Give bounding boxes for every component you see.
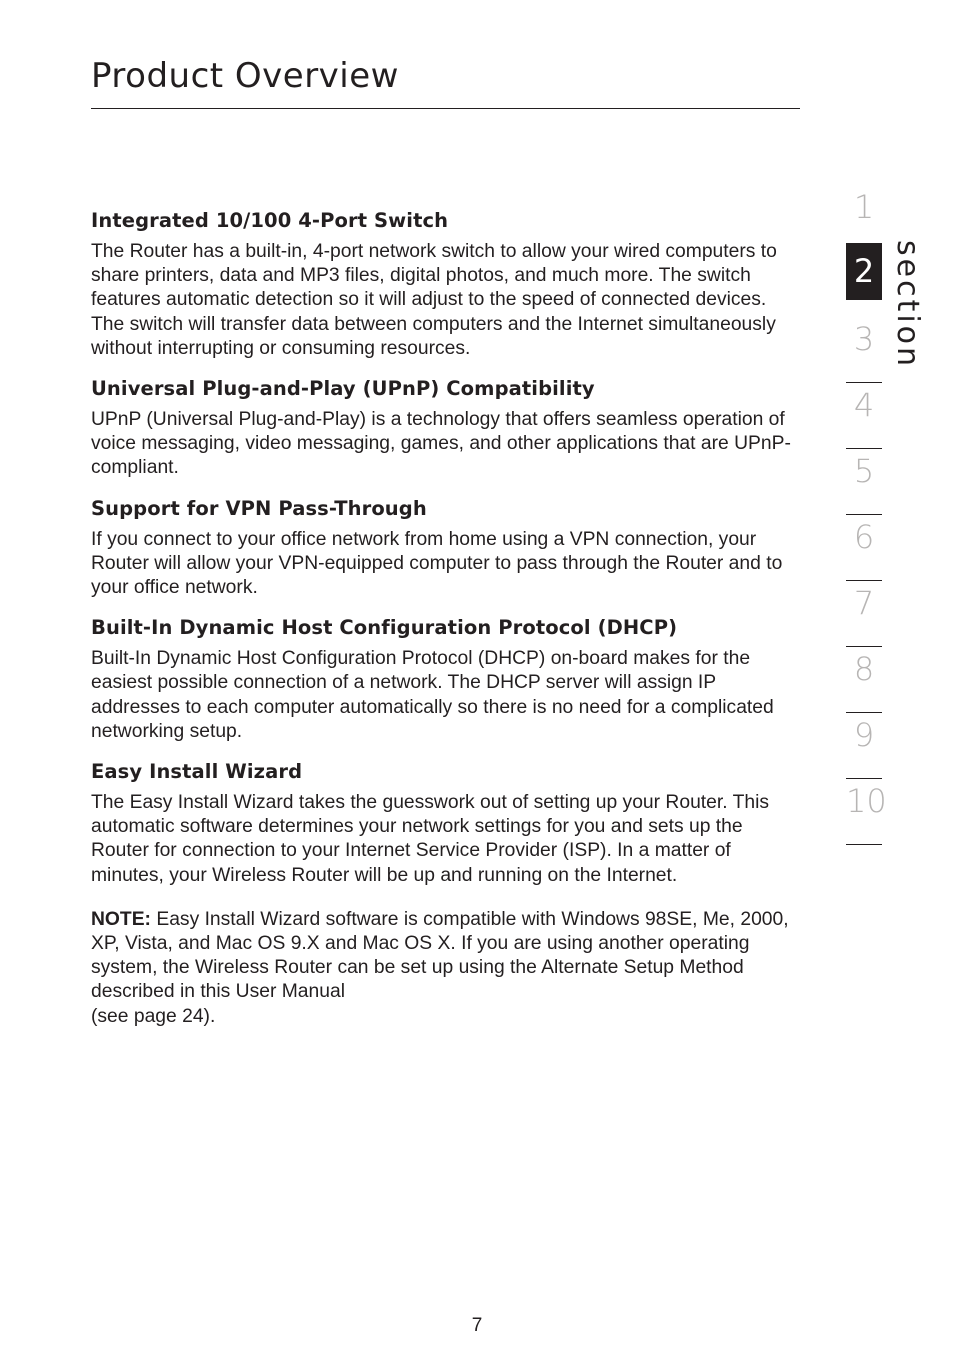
note-text: Easy Install Wizard software is compatible with Windows 98SE, Me, 2000, XP, Vista, and Mac OS 9.X and Mac OS X. If you are using another operating system, the Wireless Router can be set up using the Alternate Setup Method described in this User Manual bbox=[91, 908, 789, 1003]
feature-heading: Easy Install Wizard bbox=[91, 760, 303, 784]
feature-heading: Universal Plug-and-Play (UPnP) Compatibility bbox=[91, 377, 595, 401]
note-label: NOTE: bbox=[91, 908, 151, 930]
feature-heading: Built-In Dynamic Host Configuration Protocol (DHCP) bbox=[91, 616, 678, 640]
feature-dhcp bbox=[91, 614, 803, 744]
note-text-continued: (see page 24). bbox=[91, 1005, 216, 1027]
feature-body: UPnP (Universal Plug-and-Play) is a technology that offers seamless operation of voice messaging, video messaging, games, and other applications that are UPnP-compliant. bbox=[91, 409, 791, 479]
section-nav-active[interactable]: 2 bbox=[846, 243, 882, 300]
feature-body: The Easy Install Wizard takes the guesswork out of setting up your Router. This automatic software determines your network settings for you and sets up the Router for connection to your Internet Service Provider (ISP). In a matter of minutes, your Wireless Router will be up and running on the Internet. bbox=[91, 792, 770, 886]
feature-body: If you connect to your office network from home using a VPN connection, your Router will allow your VPN-equipped computer to pass through the Router and to your office network. bbox=[91, 528, 783, 599]
title-divider bbox=[91, 108, 800, 109]
feature-heading: Support for VPN Pass-Through bbox=[91, 496, 427, 520]
feature-heading: Integrated 10/100 4-Port Switch bbox=[91, 209, 449, 232]
section-nav-item-7[interactable]: 7 bbox=[846, 581, 882, 647]
section-nav-item-4[interactable]: 4 bbox=[846, 383, 882, 449]
feature-body: The Router has a built-in, 4-port network switch to allow your wired computers to share printers, data and MP3 files, digital photos, and much more. The switch features automatic detection so it will adjust to the speed of connected devices. The switch will transfer data between computers and the Internet simultaneously without interrupting or consuming resources. bbox=[91, 241, 777, 359]
feature-switch bbox=[91, 207, 803, 361]
main-content bbox=[91, 207, 803, 1029]
feature-body: Built-In Dynamic Host Configuration Protocol (DHCP) on-board makes for the easiest possible connection of a network. The DHCP server will assign IP addresses to each computer automatically so there is no need for a complicated networking setup. bbox=[91, 648, 774, 742]
section-nav-item-1[interactable]: 1 bbox=[853, 188, 875, 226]
section-nav-item-9[interactable]: 9 bbox=[846, 713, 882, 779]
feature-wizard bbox=[91, 758, 803, 888]
section-label: section bbox=[890, 240, 925, 370]
page-title: Product Overview bbox=[91, 56, 399, 96]
feature-vpn bbox=[91, 495, 803, 601]
section-nav-item-8[interactable]: 8 bbox=[846, 647, 882, 713]
section-nav-item-5[interactable]: 5 bbox=[846, 449, 882, 515]
page-number: 7 bbox=[471, 1315, 483, 1336]
section-nav-item-3[interactable]: 3 bbox=[846, 317, 882, 383]
note-paragraph bbox=[91, 908, 803, 1029]
section-nav-item-6[interactable]: 6 bbox=[846, 515, 882, 581]
section-nav-item-10[interactable]: 10 bbox=[846, 779, 882, 845]
feature-upnp bbox=[91, 375, 803, 481]
